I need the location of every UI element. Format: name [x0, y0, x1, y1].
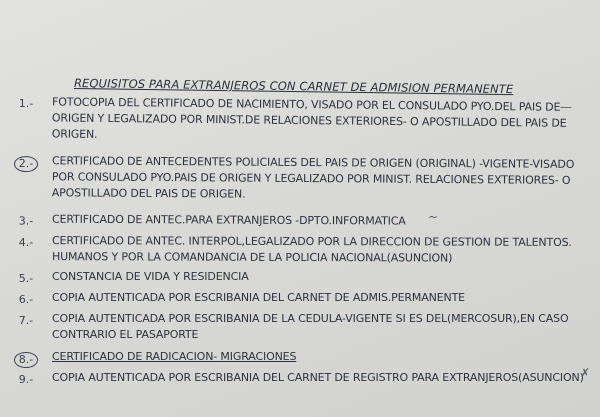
requirement-item-5: [0, 270, 600, 292]
circled-number-mark: 8.-: [14, 352, 38, 368]
item-line: CERTIFICADO DE ANTEC.PARA EXTRANJEROS -DPTO.INFORMATICA: [51, 212, 406, 228]
item-number: 5.-: [18, 272, 34, 285]
item-number: 6.-: [18, 293, 34, 306]
requirement-item-1: [0, 95, 600, 141]
requirement-item-6: [0, 291, 600, 313]
requirement-item-8: [0, 350, 600, 372]
item-line: ORIGEN Y LEGALIZADO POR MINIST.DE RELACIONES EXTERIORES- O APOSTILLADO DEL PAIS DE: [51, 111, 567, 130]
item-number: [4, 156, 48, 172]
item-line: HUMANOS Y POR LA COMANDANCIA DE LA POLICIA NACIONAL(ASUNCION): [51, 250, 453, 265]
item-number: 9.-: [18, 373, 34, 386]
requirement-item-9: [0, 371, 600, 393]
pen-scribble-mark: ~: [428, 210, 439, 224]
item-line: COPIA AUTENTICADA POR ESCRIBANIA DEL CARNET DE REGISTRO PARA EXTRANJEROS(ASUNCION): [52, 371, 584, 384]
item-line: COPIA AUTENTICADA POR ESCRIBANIA DE LA CEDULA-VIGENTE SI ES DEL(MERCOSUR),EN CASO: [52, 312, 569, 325]
item-line: CERTIFICADO DE ANTEC. INTERPOL,LEGALIZADO POR LA DIRECCION DE GESTION DE TALENTOS.: [51, 234, 572, 249]
pen-x-mark: ✗: [580, 366, 591, 380]
item-line: CONSTANCIA DE VIDA Y RESIDENCIA: [52, 270, 249, 283]
item-line: APOSTILLADO DEL PAIS DE ORIGEN.: [51, 186, 246, 201]
item-line: POR CONSULADO PYO.PAIS DE ORIGEN Y LEGALIZADO POR MINIST. RELACIONES EXTERIORES- O: [51, 170, 571, 187]
requirement-item-4: [0, 234, 600, 265]
pen-dash-mark: —: [560, 100, 572, 114]
requirement-item-7: [0, 312, 600, 341]
item-number: 7.-: [18, 314, 34, 327]
item-number: 3.-: [18, 214, 34, 228]
item-line: FOTOCOPIA DEL CERTIFICADO DE NACIMIENTO, VISADO POR EL CONSULADO PYO.DEL PAIS DE: [51, 95, 561, 114]
item-number: 4.-: [18, 236, 34, 250]
item-line: CERTIFICADO DE ANTECEDENTES POLICIALES DEL PAIS DE ORIGEN (ORIGINAL) -VIGENTE-VISADO: [51, 154, 575, 171]
item-number: 1.-: [18, 97, 34, 111]
item-number: [4, 352, 48, 368]
document-title: REQUISITOS PARA EXTRANJEROS CON CARNET DE ADMISION PERMANENTE: [73, 76, 514, 97]
circled-number-mark: 2.-: [14, 156, 39, 172]
item-line: ORIGEN.: [51, 127, 98, 141]
requirement-item-2: [0, 154, 600, 201]
item-line: CERTIFICADO DE RADICACION- MIGRACIONES: [52, 350, 297, 363]
item-line: CONTRARIO EL PASAPORTE: [52, 328, 199, 341]
item-line: COPIA AUTENTICADA POR ESCRIBANIA DEL CARNET DE ADMIS.PERMANENTE: [52, 291, 465, 304]
